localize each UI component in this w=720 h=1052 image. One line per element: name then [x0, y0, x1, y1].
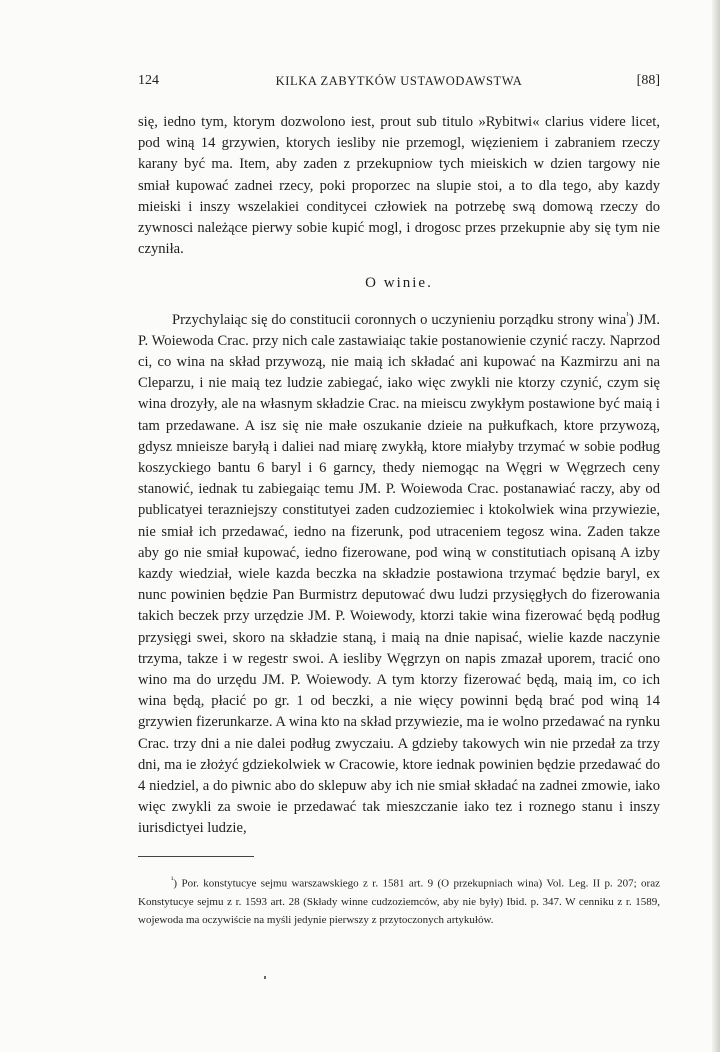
paragraph-text-rest: ) JM. P. Woiewoda Crac. przy nich cale zastawiaiąc takie postanowienie czynić raczy. Naprzod ci, co wina na skład przywozą, nie maią ich składać ani kupować na Kazmirzu ani na Cleparzu, i nie maią tez ludzie zabiegać, iako więc zwykli nie ktorzy czynić, czym się wina drozyły, ale na własnym składzie Crac. na mieiscu zwykłym postawione być maią i tam przedawane. A isz się nie małe oszukanie dzieie na pułkufkach, ktore przywozą, gdysz mnieisze baryłą i daliei nad miarę zwykłą, ktore miałyby trzymać w sobie podług koszyckiego bantu 6 baryl i 6 garncy, thedy niemogąc na Węgri w Węgrzech ceny stanowić, iednak tu zabiegaiąc temu JM. P. Woiewoda Crac. postanawiać raczy, aby od publicatyei terazniejszy constitutyei zaden cudzoziemiec i ktokolwiek wina przywiezie, nie smiał ich przedawać, iedno na fizerunk, pod utraceniem tegosz wina. Zaden takze aby go nie smiał kupować, iedno fizerowane, pod winą w constitutiach opisaną A izby kazdy wiedział, wiele kazda beczka na składzie postawiona trzymać będzie baryl, ex nunc powinien będzie Pan Burmistrz deputować dwu ludzi przysięgłych do fizerowania takich beczek przy urzędzie JM. P. Woiewody, ktorzi takie wina fizerować będą podług przysięgi swei, skoro na składzie staną, i maią na dnie napisać, wielie kazde naczynie trzyma, takze i w regestr swoi. A iesliby Węgrzyn on napis zmazał uporem, tracić ono wino ma do urzędu JM. P. Woiewody. A tym ktorzy fizerować będą, maią im, co ich wina będą, płacić po gr. 1 od beczki, a nie więcy powinni będą brać pod winą 14 grzywien fizerunkarze. A wina kto na skład przywiezie, ma ie wolno przedawać na rynku Crac. trzy dni a nie dalei podług zwyczaiu. A gdzieby takowych win nie przedał za trzy dni, ma ie złożyć gdziekolwiek w Cracowie, ktore iednak powinien będzie przedawać do 4 niedziel, a do piwnic abo do sklepuw aby ich nie smiał składać na zadnei zmowie, iako więc zwykli za swoie ie przedawać tak mieszczanie iako tez i roznego stanu i inszy iurisdictyei ludzie, — [138, 311, 661, 837]
page-number: 124 — [138, 73, 159, 88]
page-edge-shadow — [712, 0, 720, 1052]
footnote-divider — [138, 856, 254, 857]
paragraph-o-winie — [138, 305, 660, 840]
footnote-1 — [138, 871, 660, 930]
footnote-text: ) Por. konstytucye sejmu warszawskiego z r. 1581 art. 9 (O przekupniach wina) Vol. Leg. II p. 207; oraz Konstytucye sejmu z r. 1593 art. 28 (Składy winne cudzoziemców, aby nie były) Ibid. p. 347. W cenniku z r. 1589, wojewoda ma oczywiście na myśli jedynie pierwszy z przytoczonych artykułów. — [138, 877, 660, 927]
paragraph-continuation: się, iedno tym, ktorym dozwolono iest, prout sub titulo »Rybitwi« clarius videre licet, pod winą 14 grzywien, ktorych iesliby nie przemogl, więzieniem i zabraniem rzeczy karany być ma. Item, aby zaden z przekupniow tych mieiskich w dzien targowy nie smiał kupować zadnei rzecy, poki proporzec na slupie stoi, a to dla tego, aby kazdy mieiski i inszy wszelakiei conditycei człowiek na potrzebę swą domową rzeczy do zywnosci należące pierwy sobie kupić mogl, i drogosc przes przekupnie aby się tym nie czyniła. — [138, 114, 660, 258]
running-title: KILKA ZABYTKÓW USTAWODAWSTWA — [275, 74, 523, 88]
paragraph-text-start: Przychylaiąc się do constitucii coronnych o uczynieniu porządku strony wina — [172, 311, 627, 328]
main-text — [138, 112, 660, 840]
page-header — [138, 73, 660, 93]
section-heading: O winie. — [365, 275, 433, 292]
footnote-reference: ¹ — [626, 309, 629, 320]
footnotes — [138, 871, 660, 930]
footnote-marker: ¹ — [171, 875, 174, 884]
page-reference: [88] — [636, 73, 660, 88]
ink-speck — [264, 976, 266, 979]
